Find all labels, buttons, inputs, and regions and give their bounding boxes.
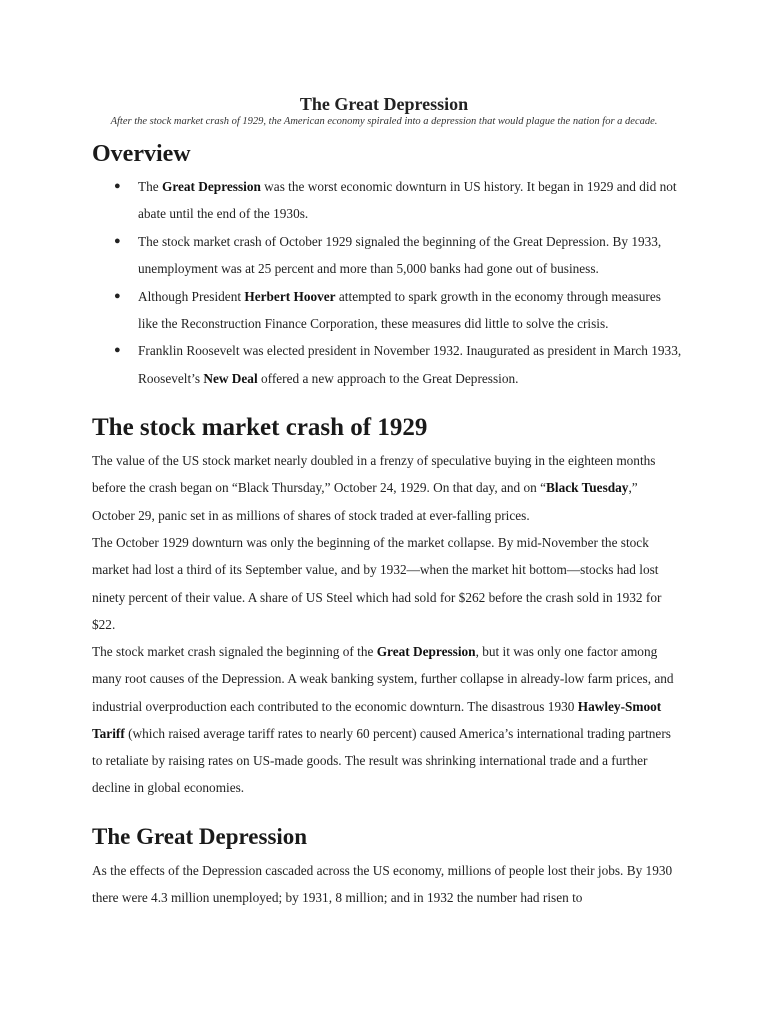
list-item: ● Although President Herbert Hoover attempted to spark growth in the economy through measures like the Reconstruction Finance Corporation, these measures did little to solve the crisis. — [92, 283, 682, 338]
bullet-icon: ● — [114, 180, 121, 192]
list-item: ● The Great Depression was the worst economic downturn in US history. It began in 1929 and did not abate until the end of the 1930s. — [92, 173, 682, 228]
depression-paragraph-1: As the effects of the Depression cascaded across the US economy, millions of people lost their jobs. By 1930 there were 4.3 million unemployed; by 1931, 8 million; and in 1932 the number had risen to — [92, 863, 673, 906]
document-title: The Great Depression — [299, 94, 469, 114]
document-subtitle: After the stock market crash of 1929, the American economy spiraled into a depression that would plague the nation for a decade. — [110, 116, 658, 127]
bold-term: New Deal — [203, 370, 258, 386]
bullet-icon: ● — [114, 234, 121, 247]
crash-paragraph-3: The stock market crash signaled the beginning of the Great Depression, but it was only one factor among many root causes of the Depression. A weak banking system, further collapse in already-low farm prices, and industrial overproduction each contributed to the economic downturn. The disastrous 1930 Hawley-Smoot Tariff (which raised average tariff rates to nearly 60 percent) caused America’s international trading partners to retaliate by raising rates on US-made goods. The result was shrinking international trade and a further decline in global economies. — [92, 644, 674, 796]
crash-paragraph-2: The October 1929 downturn was only the beginning of the market collapse. By mid-November the stock market had lost a third of its September value, and by 1932—when the market hit bottom—stocks had lost ninety percent of their value. A share of US Steel which had sold for $262 before the crash sold in 1932 for $22. — [92, 535, 662, 632]
list-item: ● The stock market crash of October 1929 signaled the beginning of the Great Depression. By 1933, unemployment was at 25 percent and more than 5,000 banks had gone out of business. — [92, 228, 682, 283]
bold-term: Great Depression — [162, 179, 261, 194]
bold-term: Herbert Hoover — [244, 288, 336, 304]
list-item: ● Franklin Roosevelt was elected president in November 1932. Inaugurated as president in March 1933, Roosevelt’s New Deal offered a new approach to the Great Depression. — [92, 337, 682, 392]
bold-term: Great Depression — [376, 644, 476, 659]
depression-section-heading: The Great Depression — [92, 824, 308, 849]
crash-paragraph-1: The value of the US stock market nearly doubled in a frenzy of speculative buying in the eighteen months before the crash began on “Black Thursday,” October 24, 1929. On that day, and on “Black Tuesday,” October 29, panic set in as millions of shares of stock traded at ever-falling prices. — [92, 453, 656, 523]
overview-bullet-list — [92, 173, 682, 392]
overview-heading: Overview — [92, 141, 191, 167]
bold-term: Hawley-Smoot Tariff — [92, 698, 662, 741]
bullet-icon: ● — [114, 344, 121, 357]
bullet-icon: ● — [114, 289, 121, 302]
bold-term: Black Tuesday — [546, 480, 629, 496]
crash-section-heading: The stock market crash of 1929 — [92, 414, 428, 441]
